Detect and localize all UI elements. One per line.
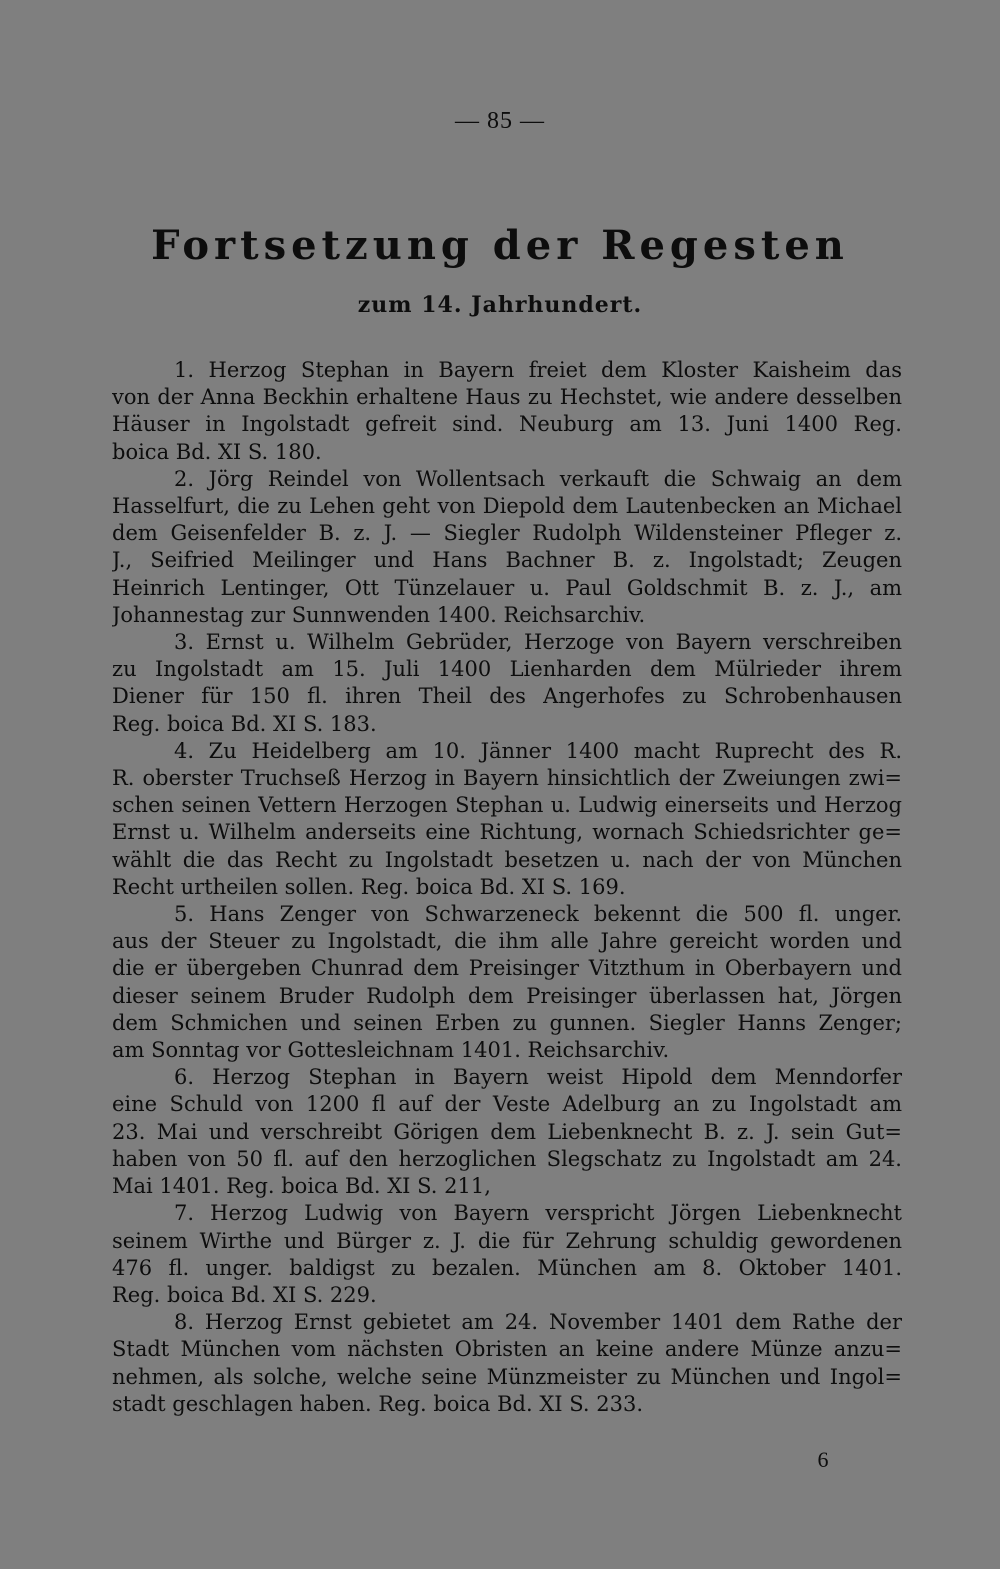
text-line: dem Schmichen und seinen Erben zu gunnen. Siegler Hanns Zenger; [112, 1010, 902, 1035]
text-line: haben von 50 fl. auf den herzoglichen Slegschatz zu Ingolstadt am 24. [112, 1146, 902, 1171]
text-line: Mai 1401. Reg. boica Bd. XI S. 211, [112, 1174, 491, 1199]
text-line: aus der Steuer zu Ingolstadt, die ihm alle Jahre gereicht worden und [112, 929, 902, 954]
text-line: am Sonntag vor Gottesleichnam 1401. Reichsarchiv. [112, 1038, 670, 1063]
text-line: Reg. boica Bd. XI S. 183. [112, 711, 377, 736]
text-line: schen seinen Vettern Herzogen Stephan u. Ludwig einerseits und Herzog [112, 793, 902, 818]
text-line: Heinrich Lentinger, Ott Tünzelauer u. Paul Goldschmit B. z. J., am [112, 575, 902, 600]
text-line: Ernst u. Wilhelm anderseits eine Richtung, wornach Schiedsrichter ge= [112, 820, 902, 845]
text-line: 8. Herzog Ernst gebietet am 24. November 1401 dem Rathe der [174, 1310, 902, 1335]
text-line: 3. Ernst u. Wilhelm Gebrüder, Herzoge von Bayern verschreiben [174, 630, 902, 655]
text-line: von der Anna Beckhin erhaltene Haus zu Hechstet, wie andere desselben [112, 385, 902, 410]
signature-mark: 6 [817, 1447, 829, 1472]
text-line: 6. Herzog Stephan in Bayern weist Hipold dem Menndorfer [174, 1065, 902, 1090]
text-line: die er übergeben Chunrad dem Preisinger Vitzthum in Oberbayern und [112, 956, 902, 981]
text-line: 23. Mai und verschreibt Görigen dem Liebenknecht B. z. J. sein Gut= [112, 1119, 902, 1144]
text-line: nehmen, als solche, welche seine Münzmeister zu München und Ingol= [112, 1364, 902, 1389]
text-line: Häuser in Ingolstadt gefreit sind. Neuburg am 13. Juni 1400 Reg. [112, 412, 902, 437]
text-line: Recht urtheilen sollen. Reg. boica Bd. XI S. 169. [112, 874, 626, 899]
text-line: dem Geisenfelder B. z. J. — Siegler Rudolph Wildensteiner Pfleger z. [112, 521, 902, 546]
text-line: 4. Zu Heidelberg am 10. Jänner 1400 macht Ruprecht des R. [174, 738, 902, 763]
text-line: eine Schuld von 1200 fl auf der Veste Adelburg an zu Ingolstadt am [112, 1092, 902, 1117]
text-line: Reg. boica Bd. XI S. 229. [112, 1282, 377, 1307]
text-line: zu Ingolstadt am 15. Juli 1400 Lienharden dem Mülrieder ihrem [112, 657, 902, 682]
text-line: 2. Jörg Reindel von Wollentsach verkauft die Schwaig an dem [174, 466, 902, 491]
text-line: 476 fl. unger. baldigst zu bezalen. München am 8. Oktober 1401. [112, 1255, 902, 1280]
text-line: wählt die das Recht zu Ingolstadt besetzen u. nach der von München [112, 847, 902, 872]
text-line: 1. Herzog Stephan in Bayern freiet dem Kloster Kaisheim das [174, 358, 902, 382]
text-line: Stadt München vom nächsten Obristen an keine andere Münze anzu= [112, 1337, 902, 1362]
text-line: R. oberster Truchseß Herzog in Bayern hinsichtlich der Zweiungen zwi= [112, 766, 902, 791]
text-line: dieser seinem Bruder Rudolph dem Preisinger überlassen hat, Jörgen [112, 983, 902, 1008]
page-number: — 85 — [455, 108, 545, 134]
text-line: Hasselfurt, die zu Lehen geht von Diepold dem Lautenbecken an Michael [112, 494, 902, 519]
text-line: boica Bd. XI S. 180. [112, 439, 322, 464]
regesten-body [112, 357, 902, 1418]
text-line: J., Seifried Meilinger und Hans Bachner B. z. Ingolstadt; Zeugen [112, 548, 902, 573]
page-subtitle: zum 14. Jahrhundert. [357, 292, 643, 318]
page-title: Fortsetzung der Regesten [151, 222, 849, 269]
text-line: 5. Hans Zenger von Schwarzeneck bekennt die 500 fl. unger. [174, 902, 902, 927]
text-line: stadt geschlagen haben. Reg. boica Bd. XI S. 233. [112, 1391, 644, 1416]
text-line: Diener für 150 fl. ihren Theil des Angerhofes zu Schrobenhausen [112, 684, 902, 709]
text-line: 7. Herzog Ludwig von Bayern verspricht Jörgen Liebenknecht [174, 1201, 902, 1226]
text-line: seinem Wirthe und Bürger z. J. die für Zehrung schuldig gewordenen [112, 1228, 902, 1253]
text-line: Johannestag zur Sunnwenden 1400. Reichsarchiv. [112, 602, 646, 627]
